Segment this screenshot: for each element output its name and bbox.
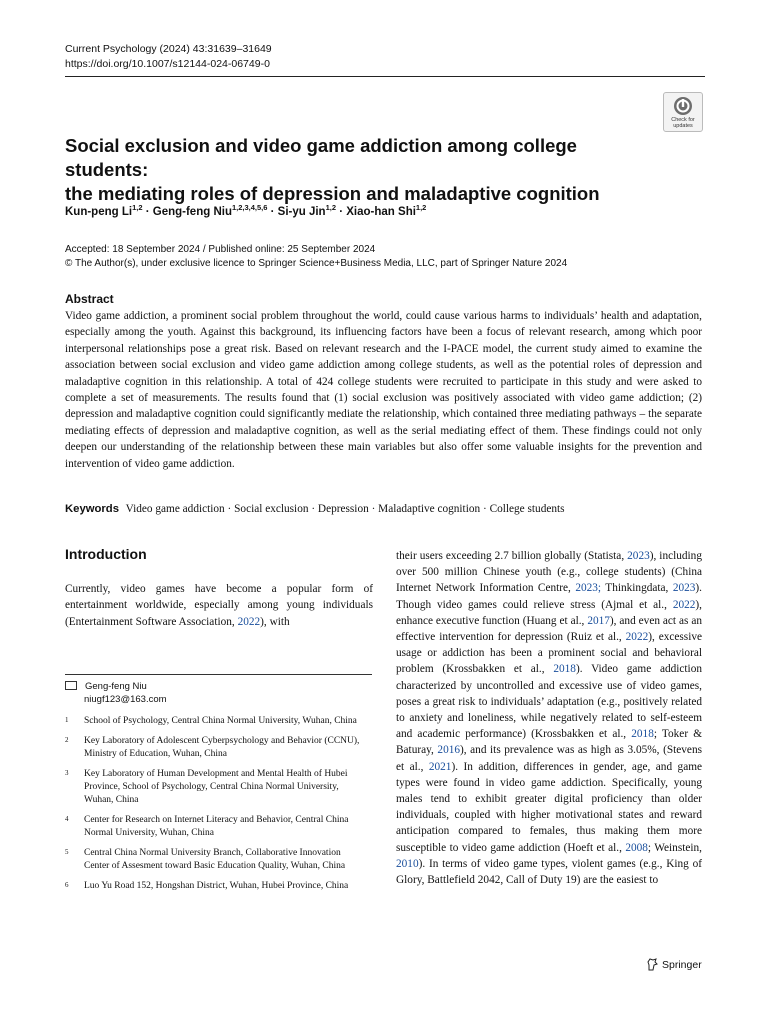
author-separator: ·	[267, 205, 278, 218]
author-name[interactable]: Si-yu Jin	[277, 205, 326, 218]
title-line-1: Social exclusion and video game addiction among college students:	[65, 135, 577, 180]
keywords-list	[126, 503, 565, 515]
intro-text-run: ). Though video games could relieve stress (Ajmal et al.,	[396, 582, 702, 611]
dates-line: Accepted: 18 September 2024 / Published online: 25 September 2024	[65, 244, 376, 255]
author-name[interactable]: Xiao-han Shi	[346, 205, 416, 218]
intro-text-run: ; Weinstein,	[647, 841, 702, 854]
citation-link[interactable]: 2010	[396, 857, 419, 870]
affiliation-text: Luo Yu Road 152, Hongshan District, Wuhan, Hubei Province, China	[84, 881, 349, 891]
intro-text-run: Currently, video games have become a popular form of entertainment worldwide, especially among young individuals (Entertainment Software Association,	[65, 583, 373, 628]
keyword-item: Social exclusion	[234, 503, 309, 515]
keyword-item: Maladaptive cognition	[378, 503, 481, 515]
citation-link[interactable]: 2018	[631, 728, 654, 741]
intro-text-right	[396, 548, 702, 888]
intro-text-run: ), and even act as an effective intervention for depression (Ruiz et al.,	[396, 614, 702, 644]
envelope-icon	[65, 681, 77, 690]
citation-link[interactable]: 2017	[587, 614, 610, 627]
affiliation-text: Center for Research on Internet Literacy and Behavior, Central China Normal University, Wuhan, China	[84, 815, 349, 838]
intro-text-run: ), and its prevalence was as high as 3.05%, (Stevens et al.,	[396, 744, 702, 773]
publisher-logo	[647, 958, 702, 971]
affiliation-item	[65, 768, 365, 807]
keyword-item: Video game addiction	[125, 503, 225, 515]
author-name[interactable]: Geng-feng Niu	[152, 205, 232, 218]
affiliation-text: Central China Normal University Branch, Collaborative Innovation Center of Assesment toward Basic Education Quality, Wuhan, China	[84, 848, 346, 871]
keyword-separator: ·	[368, 503, 379, 515]
affiliation-item	[65, 814, 365, 840]
keyword-separator: ·	[224, 503, 235, 515]
affiliation-item	[65, 735, 365, 761]
affiliation-item	[65, 715, 365, 728]
author-affiliation-marks: 1,2	[132, 203, 143, 212]
citation-link[interactable]: 2008	[625, 841, 648, 854]
title-line-2: the mediating roles of depression and maladaptive cognition	[65, 183, 600, 204]
affiliation-text: School of Psychology, Central China Normal University, Wuhan, China	[84, 716, 357, 726]
affiliation-text: Key Laboratory of Human Development and Mental Health of Hubei Province, School of Psychology, Central China Normal University, Wuhan, China	[84, 769, 348, 805]
check-for-updates-badge[interactable]	[663, 92, 703, 132]
affiliation-item	[65, 880, 365, 893]
author-affiliation-marks: 1,2,3,4,5,6	[231, 203, 268, 212]
affiliation-number: 1	[65, 716, 69, 724]
citation-link[interactable]: 2022	[237, 615, 261, 628]
citation-link[interactable]: 2022	[625, 631, 649, 644]
journal-meta	[65, 42, 272, 72]
abstract-heading: Abstract	[65, 292, 114, 306]
keyword-item: Depression	[317, 503, 369, 515]
affiliation-number: 4	[65, 815, 69, 823]
abstract-body: Video game addiction, a prominent social problem throughout the world, could cause various harms to individuals’ health and adaptation, especially among the youth. Against this background, its influencing factors have been a focus of relevant research, among which poor interpersonal relationships pose a great risk. Based on relevant research and the I-PACE model, the current study aimed to examine the association between social exclusion and video game addiction among college students, as well as the potential roles of depression and maladaptive cognition in this relationship. A total of 424 college students were recruited to participate in this study and were asked to complete a set of measurements. The results found that (1) social exclusion was positively associated with video game addiction; (2) depression and maladaptive cognition could significantly mediate the relationship, which contained three mediating pathways – the separate mediating effects of depression and maladaptive cognition, as well as the serial mediating effect of them. These findings could not only deepen our understanding of the relationship between these main variables but also offer some valuable insights for the prevention and intervention of video game addiction.	[65, 310, 702, 470]
citation-link[interactable]: 2018	[553, 663, 576, 676]
intro-text-run: ), with	[260, 615, 290, 628]
affiliation-number: 2	[65, 736, 69, 744]
affiliation-number: 6	[65, 881, 69, 889]
publication-dates	[65, 243, 567, 271]
intro-text-run: ). Video game addiction characterized by uncontrolled and excessive use of video games, poses a great risk to individuals’ adaptation (e.g., positively related to anxiety and loneliness, while negatively related to self-esteem and academic performance) (Krossbakken et al.,	[396, 663, 702, 741]
author-affiliation-marks: 1,2	[415, 203, 427, 212]
citation-link[interactable]: 2016	[437, 744, 461, 757]
affiliation-number: 5	[65, 848, 69, 856]
citation-link[interactable]: 2023;	[575, 582, 602, 595]
springer-horse-icon	[647, 958, 658, 971]
doi-link[interactable]: https://doi.org/10.1007/s12144-024-06749-0	[65, 58, 270, 70]
intro-text-run: ), including over 500 million Chinese youth (e.g., college students) (China Internet Network Information Centre,	[396, 550, 702, 595]
footnote-rule	[65, 674, 372, 675]
affiliation-number: 3	[65, 769, 69, 777]
intro-text-run: ; Toker & Baturay,	[396, 728, 702, 757]
correspondence	[65, 680, 167, 706]
citation-link[interactable]: 2022	[672, 598, 696, 611]
journal-citation: Current Psychology (2024) 43:31639–31649	[65, 43, 272, 55]
intro-text-run: ). In terms of video game types, violent games (e.g., King of Glory, Battlefield 2042, Call of Duty 19) are the easiest to	[396, 857, 702, 887]
intro-text-run: ). In addition, differences in gender, age, and game types were found in video game addiction. Specifically, young males tend to exhibit greater digital proficiency than older individuals, coupled with higher motivational states and reward anticipation compared to females, thus making them more susceptible to video game addiction (Hoeft et al.,	[396, 760, 703, 854]
badge-text-1: Check for	[671, 117, 695, 123]
affiliation-item	[65, 847, 365, 873]
badge-text-2: updates	[673, 123, 693, 129]
affiliation-text: Key Laboratory of Adolescent Cyberpsychology and Behavior (CCNU), Ministry of Education, Wuhan, China	[84, 736, 360, 759]
keyword-item: College students	[489, 503, 565, 515]
publisher-name: Springer	[662, 958, 702, 971]
copyright-line: © The Author(s), under exclusive licence to Springer Science+Business Media, LLC, part of Springer Nature 2024	[65, 258, 568, 269]
intro-text-run: ), excessive usage or addiction has been a prominent social and behavioral problem (Krossbakken et al.,	[396, 631, 702, 676]
email-link[interactable]: niugf123@163.com	[84, 694, 167, 705]
author-separator: ·	[142, 205, 153, 218]
corresponding-author: Geng-feng Niu	[85, 681, 147, 692]
citation-link[interactable]: 2023	[627, 550, 650, 562]
citation-link[interactable]: 2021	[428, 760, 452, 773]
keywords	[65, 503, 705, 515]
author-affiliation-marks: 1,2	[325, 203, 337, 212]
header-rule	[65, 76, 705, 77]
intro-text-run: Thinkingdata,	[601, 582, 673, 595]
affiliations	[65, 715, 365, 900]
article-title	[65, 134, 655, 206]
intro-text-run: ), enhance executive function (Huang et al.,	[396, 598, 702, 627]
citation-link[interactable]: 2023	[672, 582, 696, 595]
author-name[interactable]: Kun-peng Li	[65, 205, 133, 218]
intro-text-run: their users exceeding 2.7 billion globally (Statista,	[396, 550, 628, 562]
check-updates-icon	[673, 96, 693, 116]
author-separator: ·	[336, 205, 347, 218]
intro-text-left	[65, 581, 373, 630]
keywords-label: Keywords	[65, 503, 119, 515]
keyword-separator: ·	[480, 503, 490, 515]
author-list	[65, 203, 426, 218]
introduction-heading: Introduction	[65, 546, 147, 562]
keyword-separator: ·	[308, 503, 318, 515]
